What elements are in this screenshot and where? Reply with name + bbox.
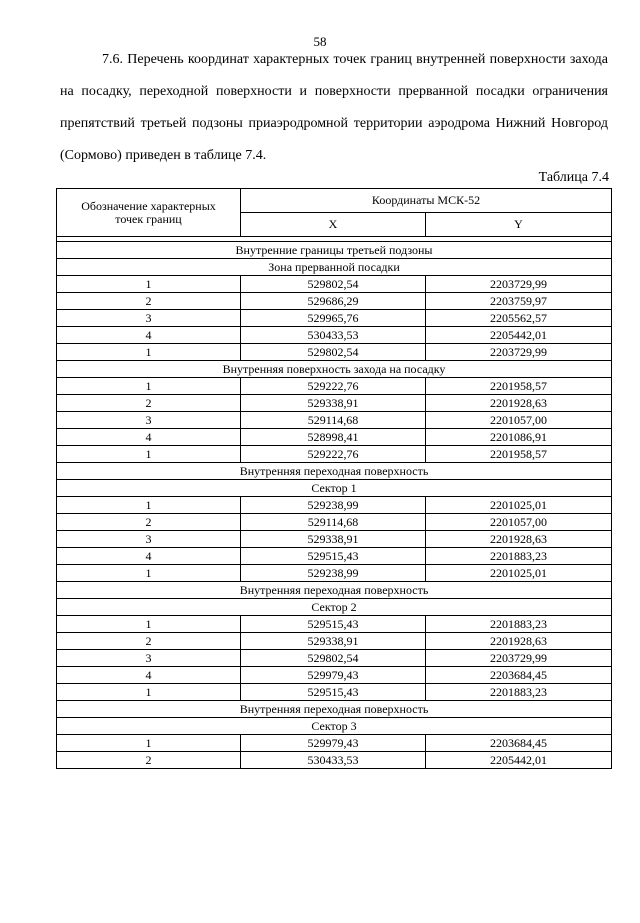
header-y: Y — [426, 213, 612, 237]
x-coordinate-cell: 529338,91 — [241, 633, 426, 650]
table-row — [57, 752, 612, 769]
point-cell: 1 — [57, 616, 241, 633]
x-coordinate-cell: 529222,76 — [241, 378, 426, 395]
point-cell: 1 — [57, 497, 241, 514]
y-coordinate-cell: 2205442,01 — [426, 327, 612, 344]
page-number: 58 — [313, 34, 327, 49]
section-title: Сектор 3 — [57, 718, 612, 735]
x-coordinate-cell: 528998,41 — [241, 429, 426, 446]
y-coordinate-cell: 2201025,01 — [426, 497, 612, 514]
y-coordinate-cell: 2203729,99 — [426, 344, 612, 361]
x-coordinate-cell: 529238,99 — [241, 565, 426, 582]
table-row — [57, 565, 612, 582]
table-row — [57, 497, 612, 514]
point-cell: 4 — [57, 667, 241, 684]
table-section-row — [57, 361, 612, 378]
table-section-row — [57, 599, 612, 616]
y-coordinate-cell: 2201883,23 — [426, 548, 612, 565]
table-header-row — [57, 189, 612, 213]
table-row — [57, 276, 612, 293]
table-row — [57, 446, 612, 463]
section-title: Сектор 2 — [57, 599, 612, 616]
y-coordinate-cell: 2201057,00 — [426, 412, 612, 429]
x-coordinate-cell: 529802,54 — [241, 344, 426, 361]
table-row — [57, 650, 612, 667]
y-coordinate-cell: 2201928,63 — [426, 531, 612, 548]
x-coordinate-cell: 529802,54 — [241, 650, 426, 667]
section-title: Сектор 1 — [57, 480, 612, 497]
y-coordinate-cell: 2203729,99 — [426, 276, 612, 293]
point-cell: 4 — [57, 548, 241, 565]
point-cell: 2 — [57, 293, 241, 310]
x-coordinate-cell: 529338,91 — [241, 531, 426, 548]
y-coordinate-cell: 2203684,45 — [426, 667, 612, 684]
table-caption: Таблица 7.4 — [538, 170, 609, 185]
table-section-row — [57, 480, 612, 497]
table-section-row — [57, 582, 612, 599]
point-cell: 2 — [57, 395, 241, 412]
table-body — [57, 237, 612, 769]
point-cell: 4 — [57, 327, 241, 344]
point-cell: 1 — [57, 276, 241, 293]
y-coordinate-cell: 2201958,57 — [426, 446, 612, 463]
y-coordinate-cell: 2201025,01 — [426, 565, 612, 582]
point-cell: 1 — [57, 565, 241, 582]
x-coordinate-cell: 529979,43 — [241, 735, 426, 752]
table-row — [57, 344, 612, 361]
point-cell: 2 — [57, 514, 241, 531]
x-coordinate-cell: 530433,53 — [241, 752, 426, 769]
x-coordinate-cell: 529114,68 — [241, 514, 426, 531]
y-coordinate-cell: 2205562,57 — [426, 310, 612, 327]
table-row — [57, 395, 612, 412]
y-coordinate-cell: 2201057,00 — [426, 514, 612, 531]
point-cell: 3 — [57, 412, 241, 429]
x-coordinate-cell: 529515,43 — [241, 548, 426, 565]
table-row — [57, 378, 612, 395]
x-coordinate-cell: 529238,99 — [241, 497, 426, 514]
y-coordinate-cell: 2203684,45 — [426, 735, 612, 752]
y-coordinate-cell: 2203759,97 — [426, 293, 612, 310]
table-row — [57, 684, 612, 701]
header-x: X — [241, 213, 426, 237]
y-coordinate-cell: 2203729,99 — [426, 650, 612, 667]
intro-paragraph: 7.6. Перечень координат характерных точек границ внутренней поверхности захода на посадку, переходной поверхности и поверхности прерванной посадки ограничения препятствий третьей подзоны приаэродромной территории аэродрома Нижний Новгород (Сормово) приведен в таблице 7.4. — [60, 52, 608, 163]
point-cell: 2 — [57, 752, 241, 769]
table-row — [57, 293, 612, 310]
x-coordinate-cell: 529515,43 — [241, 684, 426, 701]
table-row — [57, 412, 612, 429]
table-section-row — [57, 242, 612, 259]
table-section-row — [57, 718, 612, 735]
x-coordinate-cell: 529802,54 — [241, 276, 426, 293]
y-coordinate-cell: 2201928,63 — [426, 633, 612, 650]
x-coordinate-cell: 529222,76 — [241, 446, 426, 463]
x-coordinate-cell: 529686,29 — [241, 293, 426, 310]
header-coordinates: Координаты МСК-52 — [241, 189, 612, 213]
table-row — [57, 616, 612, 633]
y-coordinate-cell: 2201928,63 — [426, 395, 612, 412]
point-cell: 1 — [57, 446, 241, 463]
table-row — [57, 735, 612, 752]
section-title: Внутренняя переходная поверхность — [57, 463, 612, 480]
table-section-row — [57, 259, 612, 276]
table-row — [57, 327, 612, 344]
point-cell: 3 — [57, 531, 241, 548]
x-coordinate-cell: 530433,53 — [241, 327, 426, 344]
table-row — [57, 310, 612, 327]
x-coordinate-cell: 529979,43 — [241, 667, 426, 684]
section-title: Внутренние границы третьей подзоны — [57, 242, 612, 259]
x-coordinate-cell: 529338,91 — [241, 395, 426, 412]
y-coordinate-cell: 2201883,23 — [426, 616, 612, 633]
point-cell: 3 — [57, 650, 241, 667]
table-section-row — [57, 463, 612, 480]
table-row — [57, 667, 612, 684]
y-coordinate-cell: 2201086,91 — [426, 429, 612, 446]
section-title: Внутренняя поверхность захода на посадку — [57, 361, 612, 378]
x-coordinate-cell: 529114,68 — [241, 412, 426, 429]
table-row — [57, 429, 612, 446]
header-point-designation: Обозначение характерных точек границ — [57, 189, 241, 237]
point-cell: 4 — [57, 429, 241, 446]
x-coordinate-cell: 529965,76 — [241, 310, 426, 327]
y-coordinate-cell: 2201958,57 — [426, 378, 612, 395]
table-row — [57, 548, 612, 565]
section-title: Зона прерванной посадки — [57, 259, 612, 276]
y-coordinate-cell: 2205442,01 — [426, 752, 612, 769]
point-cell: 1 — [57, 735, 241, 752]
point-cell: 3 — [57, 310, 241, 327]
x-coordinate-cell: 529515,43 — [241, 616, 426, 633]
table-row — [57, 531, 612, 548]
point-cell: 1 — [57, 378, 241, 395]
table-row — [57, 633, 612, 650]
point-cell: 2 — [57, 633, 241, 650]
coordinates-table — [56, 188, 612, 769]
point-cell: 1 — [57, 344, 241, 361]
section-title: Внутренняя переходная поверхность — [57, 701, 612, 718]
y-coordinate-cell: 2201883,23 — [426, 684, 612, 701]
section-title: Внутренняя переходная поверхность — [57, 582, 612, 599]
table-section-row — [57, 701, 612, 718]
point-cell: 1 — [57, 684, 241, 701]
table-row — [57, 514, 612, 531]
